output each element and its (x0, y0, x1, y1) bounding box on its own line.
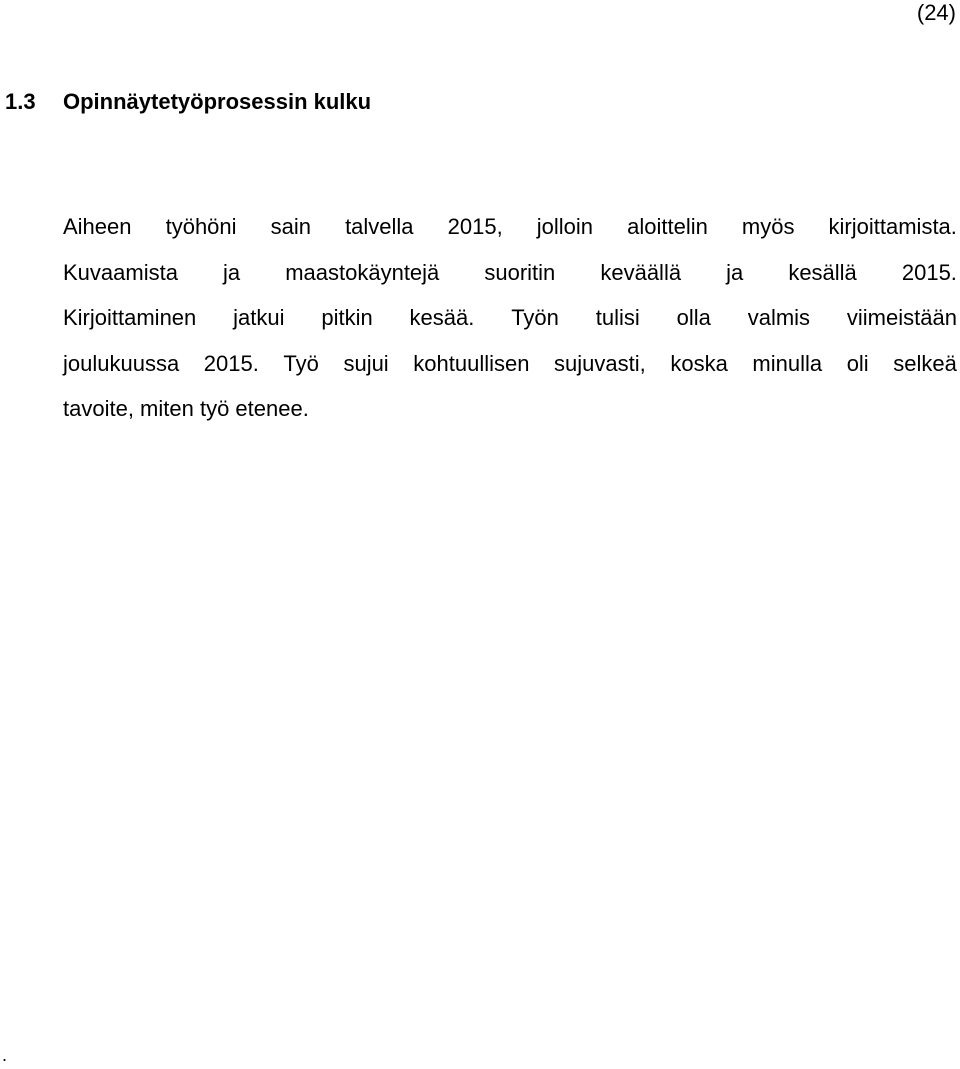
word: oli (846, 350, 869, 376)
word: Kuvaamista (63, 259, 178, 285)
word: kirjoittamista. (828, 214, 957, 239)
section-title: Opinnäytetyöprosessin kulku (63, 89, 372, 114)
word: sujui (343, 350, 389, 376)
word: tulisi (595, 305, 640, 330)
word: ja (726, 259, 744, 285)
word: aloittelin (627, 214, 708, 239)
section-number: 1.3 (5, 89, 36, 114)
word: valmis (747, 305, 811, 330)
word: ja (223, 259, 241, 285)
word: jolloin (536, 214, 594, 239)
body-paragraph (63, 210, 957, 438)
word: keväällä (600, 259, 682, 285)
word: pitkin (321, 305, 373, 330)
word: selkeä (893, 350, 957, 376)
word: 2015. (203, 350, 259, 376)
word: kesää. (409, 305, 475, 330)
paragraph-line-1 (63, 210, 957, 256)
word: Työ (283, 350, 319, 376)
word: 2015. (901, 259, 957, 285)
section-heading (5, 88, 371, 116)
word: joulukuussa (63, 350, 180, 376)
word: kohtuullisen (413, 350, 530, 376)
page-number: (24) (916, 0, 956, 25)
word: viimeistään (846, 305, 957, 330)
word: kesällä (788, 259, 857, 285)
word: sujuvasti, (554, 350, 646, 376)
paragraph-line-2 (63, 256, 957, 302)
word: Aiheen (63, 214, 132, 239)
word: olla (676, 305, 711, 330)
word: sain (270, 214, 311, 239)
stray-mark: . (2, 1045, 8, 1065)
word: jatkui (233, 305, 285, 330)
word: myös (741, 214, 795, 239)
word: maastokäyntejä (285, 259, 440, 285)
paragraph-line-3 (63, 301, 957, 347)
word: työhöni (165, 214, 237, 239)
word: koska (670, 350, 728, 376)
word: 2015, (447, 214, 503, 239)
word: Työn (511, 305, 559, 330)
paragraph-line-5: tavoite, miten työ etenee. (63, 396, 309, 421)
word: talvella (345, 214, 414, 239)
paragraph-line-4 (63, 347, 957, 393)
word: suoritin (484, 259, 556, 285)
word: Kirjoittaminen (63, 305, 197, 330)
word: minulla (752, 350, 823, 376)
